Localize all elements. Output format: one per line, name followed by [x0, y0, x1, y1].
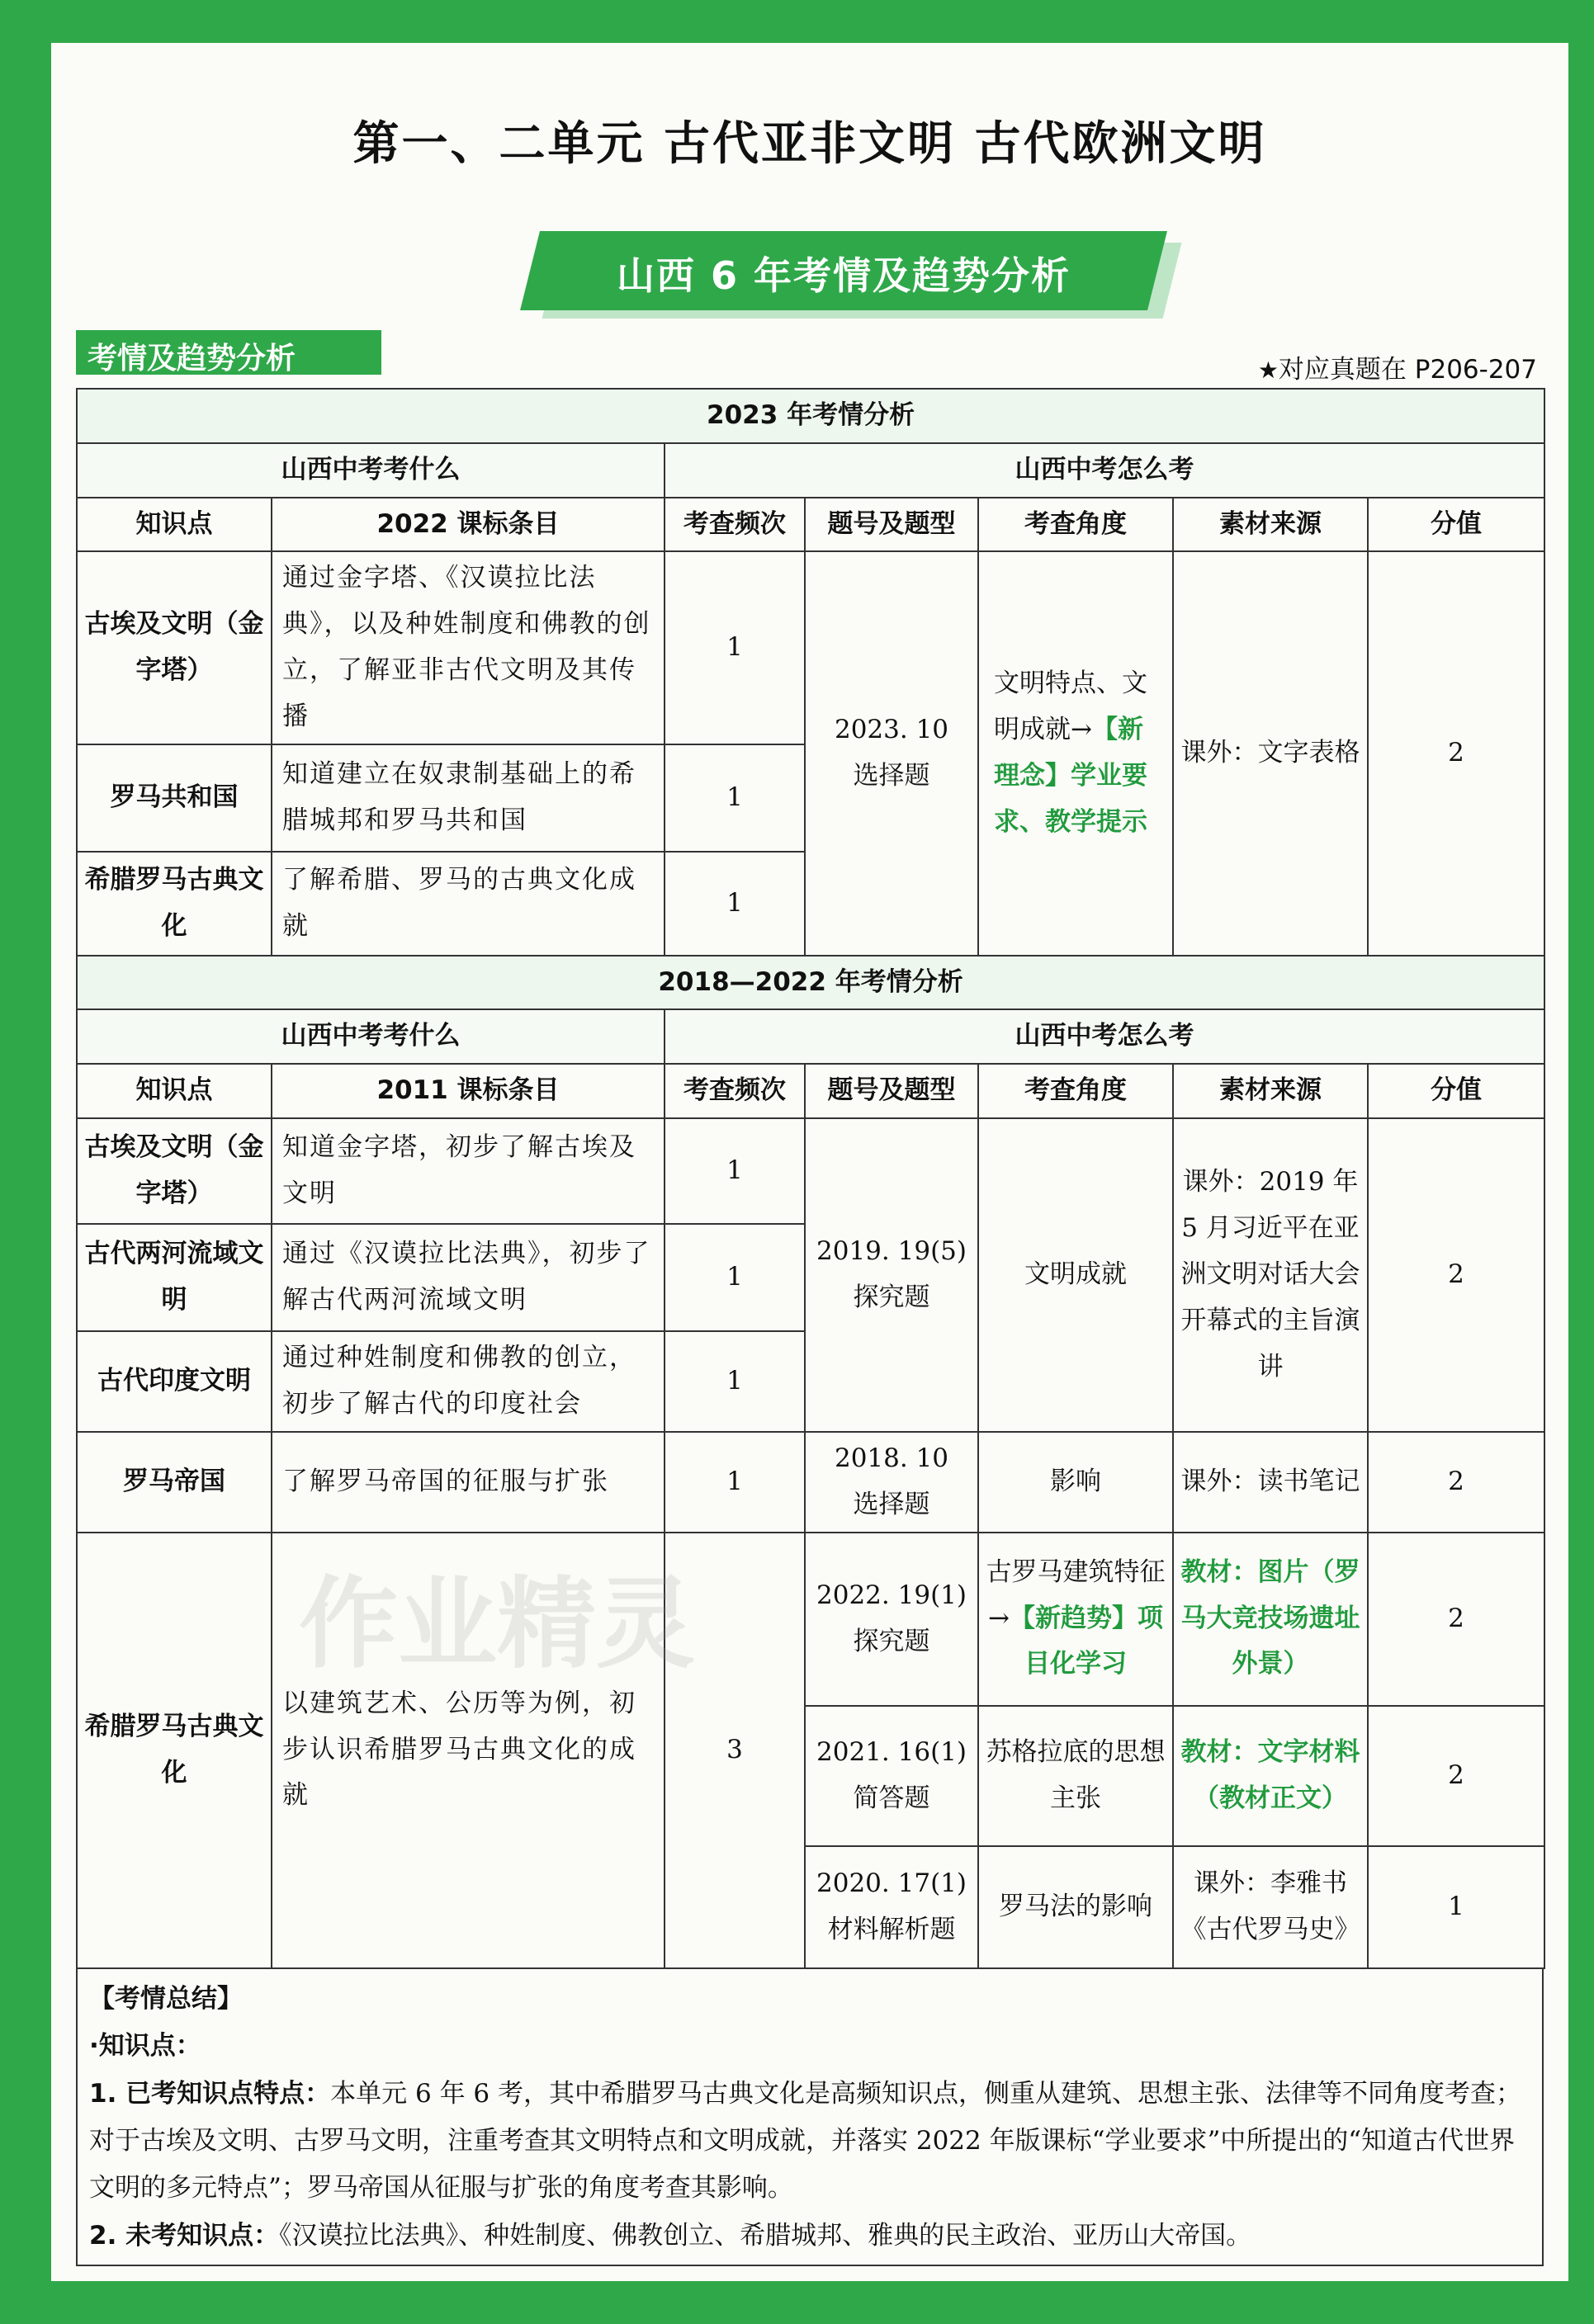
col-header: 素材来源: [1173, 1064, 1368, 1118]
curriculum-item: 通过种姓制度和佛教的创立，初步了解古代的印度社会: [272, 1331, 665, 1432]
right-head-1822: 山西中考怎么考: [665, 1009, 1544, 1064]
frequency: 1: [665, 1331, 805, 1432]
section-2023-header: [77, 389, 1544, 443]
knowledge-point: 古代印度文明: [77, 1331, 272, 1432]
section-1822-title: 2018—2022 年考情分析: [77, 956, 1544, 1010]
col-header: 题号及题型: [805, 498, 978, 552]
curriculum-item: 知道金字塔，初步了解古埃及文明: [272, 1118, 665, 1224]
subheader-row-2023: [77, 443, 1544, 498]
knowledge-point: 古埃及文明（金字塔）: [77, 551, 272, 744]
summary-item-2: [89, 2213, 1530, 2260]
angle-cell: 影响: [978, 1432, 1173, 1533]
frequency: 1: [665, 1432, 805, 1533]
angle-highlight: 【新理念】学业要求、教学提示: [994, 715, 1147, 837]
score-cell: 2: [1368, 551, 1544, 955]
question-number: 2018. 10: [834, 1443, 949, 1473]
frequency: 1: [665, 1224, 805, 1331]
question-type: 选择题: [853, 760, 930, 791]
col-header: 考查频次: [665, 1064, 805, 1118]
col-header: 知识点: [77, 498, 272, 552]
question-type: 选择题: [853, 1489, 930, 1519]
knowledge-point: 罗马共和国: [77, 744, 272, 852]
column-header-row-1822: [77, 1064, 1544, 1118]
question-type-cell: [805, 1706, 978, 1846]
col-header: 题号及题型: [805, 1064, 978, 1118]
question-number: 2022. 19(1): [816, 1580, 967, 1610]
question-type: 探究题: [853, 1282, 930, 1312]
left-head-1822: 山西中考考什么: [77, 1009, 665, 1064]
section-tag-label: 考情及趋势分析: [88, 342, 296, 376]
question-number: 2020. 17(1): [816, 1868, 967, 1898]
angle-cell: 苏格拉底的思想主张: [978, 1706, 1173, 1846]
question-number: 2023. 10: [834, 715, 949, 745]
source-cell: 课外：读书笔记: [1173, 1432, 1368, 1533]
knowledge-point: 罗马帝国: [77, 1432, 272, 1533]
section-tag: [76, 330, 381, 375]
knowledge-point: 希腊罗马古典文化: [77, 1533, 272, 1968]
curriculum-item: 了解希腊、罗马的古典文化成就: [272, 852, 665, 956]
curriculum-item: 通过《汉谟拉比法典》，初步了解古代两河流域文明: [272, 1224, 665, 1331]
summary-subheading: ·知识点：: [89, 2031, 201, 2062]
question-type: 探究题: [853, 1626, 930, 1656]
watermark: 作业精灵: [299, 1567, 695, 1682]
summary-item-2-text: 《汉谟拉比法典》、种姓制度、佛教创立、希腊城邦、雅典的民主政治、亚历山大帝国。: [279, 2220, 1252, 2251]
col-header: 分值: [1368, 1064, 1544, 1118]
angle-cell: [978, 551, 1173, 955]
col-header: 素材来源: [1173, 498, 1368, 552]
frequency: 1: [665, 744, 805, 852]
summary-item-1: [89, 2071, 1530, 2213]
left-head-2023: 山西中考考什么: [77, 443, 665, 498]
angle-text: 古罗马建筑特征→: [986, 1556, 1166, 1633]
reference-note: [1258, 348, 1537, 385]
page-title: 第一、二单元 古代亚非文明 古代欧洲文明: [352, 117, 1267, 171]
summary-item-2-label: 2. 未考知识点：: [89, 2220, 280, 2251]
source-cell: 教材：图片（罗马大竞技场遗址外景）: [1173, 1533, 1368, 1706]
score-cell: 2: [1368, 1533, 1544, 1706]
right-head-2023: 山西中考怎么考: [665, 443, 1544, 498]
score-cell: 1: [1368, 1846, 1544, 1968]
angle-text: 文明特点、文明成就→: [994, 668, 1147, 745]
angle-cell: 文明成就: [978, 1118, 1173, 1432]
reference-note-text: 对应真题在 P206-207: [1278, 355, 1537, 385]
table-row: [77, 1118, 1544, 1224]
section-2023-title: 2023 年考情分析: [77, 389, 1544, 443]
question-type: 材料解析题: [827, 1914, 956, 1944]
col-header: 考查角度: [978, 1064, 1173, 1118]
source-cell: 课外：李雅书《古代罗马史》: [1173, 1846, 1368, 1968]
col-header: 考查角度: [978, 498, 1173, 552]
curriculum-item: 以建筑艺术、公历等为例，初步认识希腊罗马古典文化的成就: [272, 1533, 665, 1968]
banner-title: 山西 6 年考情及趋势分析: [616, 253, 1071, 298]
source-cell: 课外：文字表格: [1173, 551, 1368, 955]
knowledge-point: 古代两河流域文明: [77, 1224, 272, 1331]
col-header: 2011 课标条目: [272, 1064, 665, 1118]
question-type-cell: [805, 1533, 978, 1706]
curriculum-item: 了解罗马帝国的征服与扩张: [272, 1432, 665, 1533]
curriculum-item: 通过金字塔、《汉谟拉比法典》，以及种姓制度和佛教的创立，了解亚非古代文明及其传播: [272, 551, 665, 744]
frequency: 1: [665, 1118, 805, 1224]
summary-heading: 【考情总结】: [89, 1984, 243, 2014]
frequency: 1: [665, 852, 805, 956]
analysis-table: [76, 388, 1545, 1969]
question-type-cell: [805, 1118, 978, 1432]
question-number: 2021. 16(1): [816, 1736, 967, 1767]
question-number: 2019. 19(5): [816, 1236, 967, 1267]
subheader-row-1822: [77, 1009, 1544, 1064]
angle-cell: [978, 1533, 1173, 1706]
question-type: 简答题: [853, 1783, 930, 1813]
angle-cell: 罗马法的影响: [978, 1846, 1173, 1968]
question-type-cell: [805, 1846, 978, 1968]
angle-highlight: 【新趋势】项目化学习: [1009, 1603, 1163, 1679]
table-row: [77, 1533, 1544, 1706]
question-type-cell: [805, 551, 978, 955]
score-cell: 2: [1368, 1118, 1544, 1432]
col-header: 考查频次: [665, 498, 805, 552]
source-cell: 教材：文字材料（教材正文）: [1173, 1706, 1368, 1846]
star-icon: ★: [1257, 357, 1279, 384]
knowledge-point: 古埃及文明（金字塔）: [77, 1118, 272, 1224]
page-sheet: [51, 43, 1568, 2281]
frequency: 3: [665, 1533, 805, 1968]
knowledge-point: 希腊罗马古典文化: [77, 852, 272, 956]
col-header: 2022 课标条目: [272, 498, 665, 552]
score-cell: 2: [1368, 1706, 1544, 1846]
section-1822-header: [77, 956, 1544, 1010]
col-header: 知识点: [77, 1064, 272, 1118]
score-cell: 2: [1368, 1432, 1544, 1533]
table-row: [77, 1432, 1544, 1533]
section-banner: [530, 231, 1157, 310]
frequency: 1: [665, 551, 805, 744]
summary-box: [76, 1969, 1544, 2266]
table-row: [77, 551, 1544, 744]
col-header: 分值: [1368, 498, 1544, 552]
column-header-row-2023: [77, 498, 1544, 552]
summary-item-1-text: 本单元 6 年 6 考，其中希腊罗马古典文化是高频知识点，侧重从建筑、思想主张、法律等不同角度考查；对于古埃及文明、古罗马文明，注重考查其文明特点和文明成就，并落实 2022 年版课标“学业要求”中所提出的“知道古代世界文明的多元特点”；罗马帝国从征服与扩张的角度考查其影响。: [89, 2078, 1521, 2204]
question-type-cell: [805, 1432, 978, 1533]
summary-item-1-label: 1. 已考知识点特点：: [89, 2078, 331, 2109]
source-cell: 课外：2019 年 5 月习近平在亚洲文明对话大会开幕式的主旨演讲: [1173, 1118, 1368, 1432]
curriculum-item: 知道建立在奴隶制基础上的希腊城邦和罗马共和国: [272, 744, 665, 852]
